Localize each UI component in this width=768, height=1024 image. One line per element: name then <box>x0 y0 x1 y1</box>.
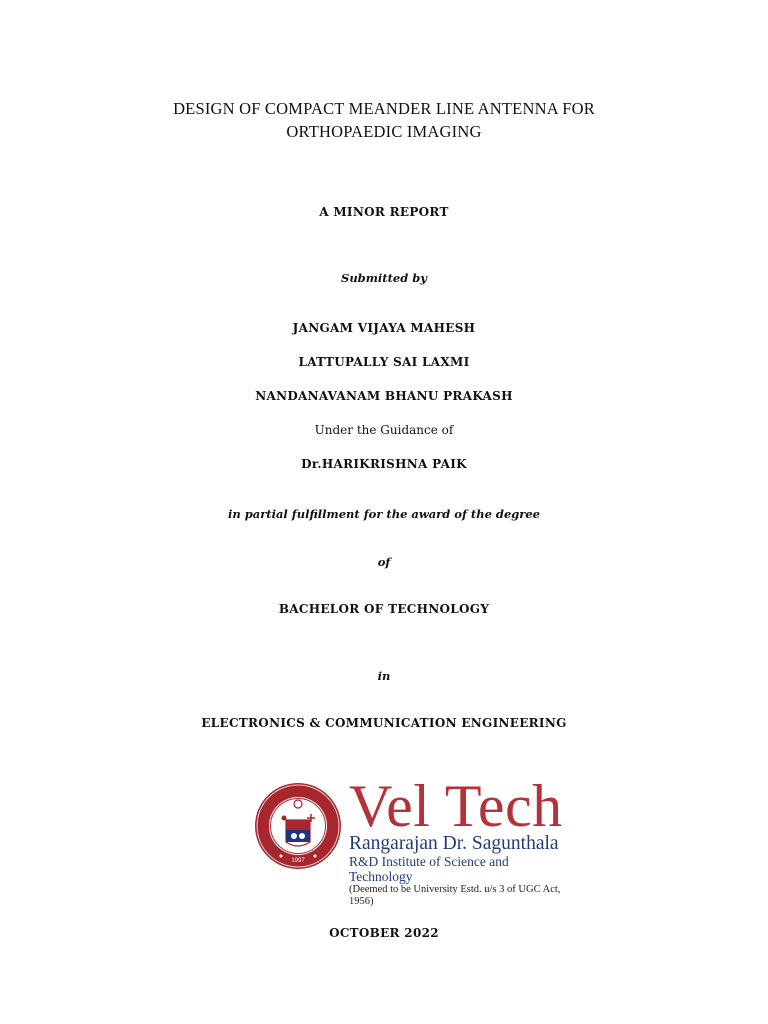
report-type: A MINOR REPORT <box>319 205 449 219</box>
report-date: OCTOBER 2022 <box>329 926 439 940</box>
in-text: in <box>377 669 391 683</box>
institution-seal-icon <box>254 782 342 870</box>
seal-year: 1997 <box>291 858 305 864</box>
brand-block <box>349 773 574 908</box>
brand-subtitle-2: R&D Institute of Science and Technology <box>349 854 509 884</box>
of-text: of <box>377 555 391 569</box>
submitted-by: Submitted by <box>341 271 427 285</box>
fulfillment-text: in partial fulfillment for the award of the degree <box>227 507 540 521</box>
title-line-2: ORTHOPAEDIC IMAGING <box>286 122 482 141</box>
degree: BACHELOR OF TECHNOLOGY <box>278 602 490 616</box>
brand-name: Vel Tech <box>349 773 563 839</box>
guidance-label: Under the Guidance of <box>314 423 454 437</box>
brand-subtitle-1: Rangarajan Dr. Sagunthala <box>349 833 559 854</box>
brand-subtitle-3: (Deemed to be University Estd. u/s 3 of UGC Act, 1956) <box>349 884 561 907</box>
department: ELECTRONICS & COMMUNICATION ENGINEERING <box>201 716 567 730</box>
author-3: NANDANAVANAM BHANU PRAKASH <box>255 389 513 403</box>
author-1: JANGAM VIJAYA MAHESH <box>292 321 476 335</box>
title-line-1: DESIGN OF COMPACT MEANDER LINE ANTENNA FOR <box>173 99 595 118</box>
institution-logo <box>254 773 574 907</box>
author-2: LATTUPALLY SAI LAXMI <box>298 355 470 369</box>
guide-name: Dr.HARIKRISHNA PAIK <box>301 457 467 471</box>
